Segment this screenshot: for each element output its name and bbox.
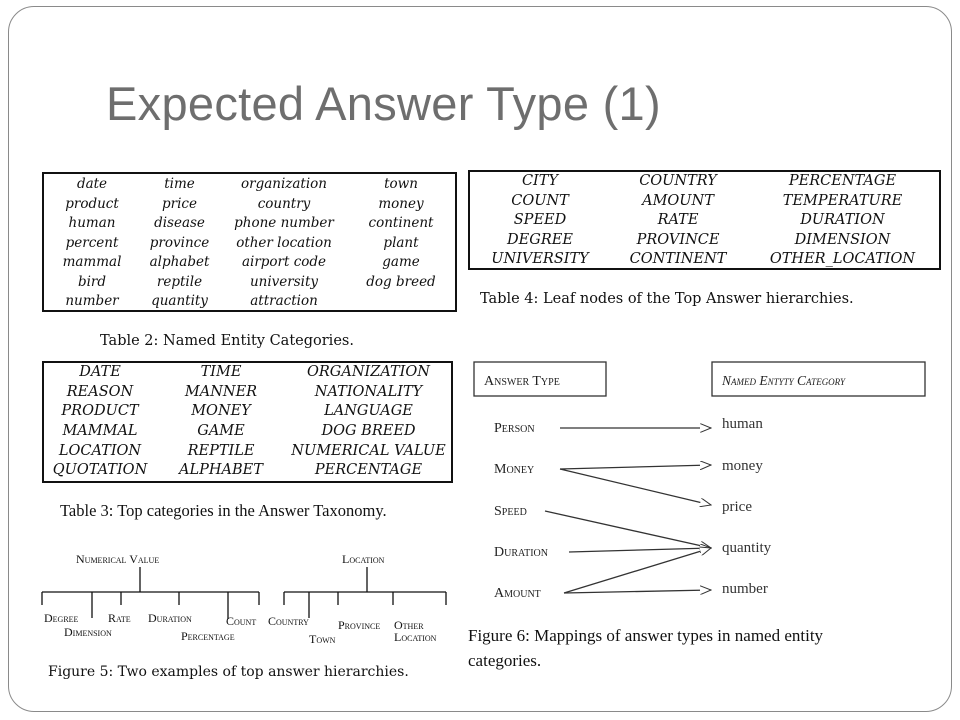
figure6-caption-line2: categories. — [468, 651, 542, 670]
table-cell: dog breed — [366, 273, 436, 290]
table-cell: alphabet — [149, 254, 210, 270]
table4-caption: Table 4: Leaf nodes of the Top Answer hierarchies. — [480, 291, 854, 307]
table-cell: DURATION — [800, 212, 885, 228]
table-cell: number — [65, 293, 119, 309]
table-cell: percent — [65, 234, 119, 251]
figure5-hierarchies — [36, 545, 456, 650]
figure5-caption: Figure 5: Two examples of top answer hierarchies. — [48, 664, 409, 680]
entity-price: price — [722, 499, 752, 515]
table-cell: reptile — [156, 273, 203, 290]
table-cell: PROVINCE — [636, 231, 720, 248]
table-leaf-nodes — [468, 170, 941, 270]
table-named-entity-categories — [42, 172, 457, 312]
location-tree — [284, 567, 446, 618]
table-cell: attraction — [250, 293, 318, 309]
table-cell: continent — [368, 215, 434, 231]
map-amount-quantity — [564, 548, 711, 593]
table-cell: DOG BREED — [321, 422, 416, 439]
entity-money: money — [722, 458, 763, 474]
table-cell: ORGANIZATION — [306, 364, 430, 380]
location-root: Location — [342, 552, 385, 566]
nv-child-duration: Duration — [148, 611, 192, 625]
nv-child-rate: Rate — [108, 611, 131, 625]
nv-child-dimension: Dimension — [64, 625, 112, 639]
slide-title: Expected Answer Type (1) — [106, 77, 661, 130]
numerical-value-root: Numerical Value — [76, 552, 160, 566]
table-cell: date — [76, 176, 108, 192]
table-cell: mammal — [62, 254, 122, 270]
named-entity-header: Named Entyty Category — [722, 373, 846, 388]
answer-type-duration: Duration — [494, 545, 548, 560]
table-cell: GAME — [197, 422, 245, 439]
table-cell: REPTILE — [187, 442, 255, 459]
table-cell: TEMPERATURE — [782, 192, 903, 209]
table-cell: PRODUCT — [61, 403, 139, 420]
table-cell: money — [378, 195, 424, 212]
table-cell: other location — [236, 234, 332, 251]
table-cell: RATE — [657, 212, 699, 228]
table-cell: quantity — [151, 293, 208, 309]
table-cell: ALPHABET — [179, 462, 263, 479]
table-cell: organization — [240, 176, 327, 192]
table-cell: town — [384, 176, 418, 192]
answer-type-amount: Amount — [494, 586, 541, 601]
table3-caption: Table 3: Top categories in the Answer Taxonomy. — [60, 501, 387, 520]
answer-type-person: Person — [494, 421, 535, 436]
table-cell: price — [162, 195, 197, 212]
table-cell: PERCENTAGE — [788, 173, 897, 189]
table-cell: LANGUAGE — [324, 403, 413, 420]
answer-type-speed: Speed — [494, 504, 527, 519]
map-speed-quantity — [545, 511, 711, 548]
table-cell: OTHER_LOCATION — [769, 251, 916, 267]
table-cell: bird — [77, 273, 107, 290]
table-cell: TIME — [200, 364, 242, 380]
figure6-caption-line1: Figure 6: Mappings of answer types in named entity — [468, 626, 824, 645]
table-cell: CONTINENT — [629, 251, 727, 267]
table-cell: province — [149, 234, 210, 251]
table-top-categories — [42, 361, 453, 483]
nv-child-count: Count — [226, 614, 257, 628]
loc-child-town: Town — [309, 632, 336, 646]
table-cell: PERCENTAGE — [314, 462, 423, 479]
answer-type-header: Answer Type — [484, 374, 560, 389]
table-cell: REASON — [66, 383, 134, 400]
table-cell: DATE — [79, 364, 121, 380]
entity-human: human — [722, 416, 763, 432]
table-cell: COUNT — [511, 192, 569, 209]
table-cell: AMOUNT — [642, 192, 714, 209]
table-cell: disease — [154, 215, 205, 231]
table-cell: plant — [383, 234, 419, 251]
table-cell: UNIVERSITY — [491, 251, 589, 267]
nv-child-percentage: Percentage — [181, 629, 235, 643]
table-cell: MANNER — [184, 383, 258, 400]
table-cell: NATIONALITY — [314, 383, 423, 400]
map-money-price — [560, 469, 711, 505]
table2-caption: Table 2: Named Entity Categories. — [100, 333, 354, 349]
table-cell: COUNTRY — [639, 173, 717, 189]
answer-type-money: Money — [494, 462, 535, 477]
table-cell: DIMENSION — [794, 231, 891, 248]
table-cell: MONEY — [191, 403, 251, 420]
table-cell: LOCATION — [58, 442, 142, 459]
table-cell: time — [164, 176, 195, 192]
entity-number: number — [722, 581, 768, 597]
table-cell: game — [382, 254, 420, 270]
entity-quantity: quantity — [722, 540, 772, 556]
table-cell — [349, 292, 453, 312]
table-cell: MAMMAL — [62, 422, 138, 439]
table-cell: DEGREE — [507, 231, 573, 248]
table-cell: SPEED — [513, 212, 567, 228]
map-amount-number — [564, 590, 711, 593]
table-cell: university — [249, 273, 319, 290]
loc-child-other: Other — [394, 618, 424, 632]
figure6-mappings — [465, 350, 940, 615]
table-cell: CITY — [521, 173, 559, 189]
loc-child-province: Province — [338, 618, 381, 632]
nv-child-degree: Degree — [44, 611, 79, 625]
loc-child-country: Country — [268, 614, 309, 628]
table-cell: phone number — [234, 215, 334, 231]
loc-child-location: Location — [394, 630, 437, 644]
table-cell: QUOTATION — [52, 462, 148, 479]
table-cell: NUMERICAL VALUE — [291, 442, 446, 459]
table-cell: airport code — [241, 254, 327, 270]
table-cell: country — [257, 195, 311, 212]
table-cell: human — [68, 215, 116, 231]
map-money-money — [560, 465, 711, 469]
table-cell: product — [65, 195, 119, 212]
map-duration-quantity — [569, 548, 711, 552]
